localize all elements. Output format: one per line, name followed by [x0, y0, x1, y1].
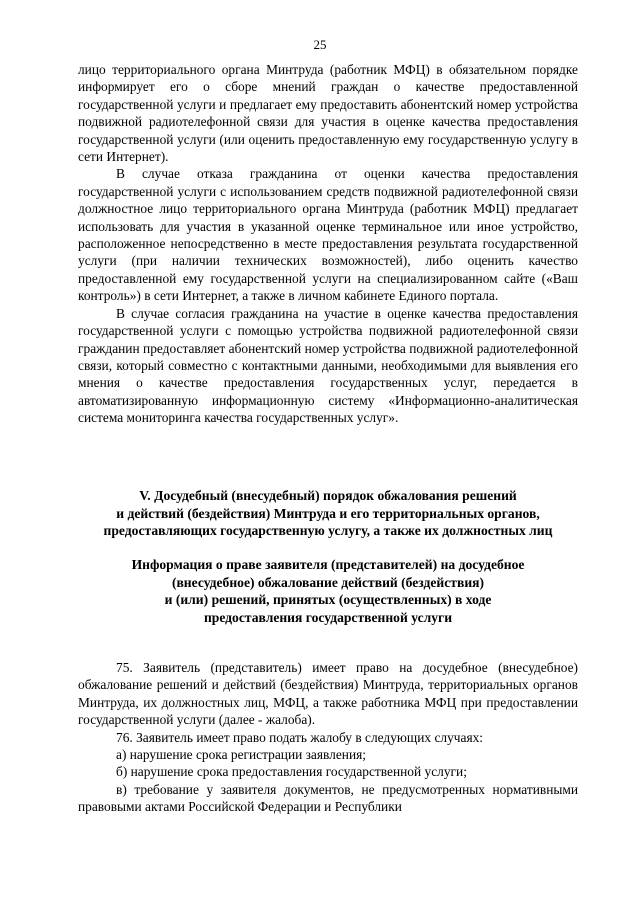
text-block-top [78, 61, 578, 427]
section-heading-line: и действий (бездействия) Минтруда и его территориальных органов, [116, 505, 540, 521]
paragraph-continuation: лицо территориального органа Минтруда (работник МФЦ) в обязательном порядке информирует его о сборе мнений граждан о качестве предоставленной государственной услуги и предлагает ему предоставить абонентский номер устройства подвижной радиотелефонной связи для участия в оценке качества предоставления государственной услуги (или оценить предоставленную ему государственную услугу в сети Интернет). [78, 62, 578, 165]
section-heading [70, 487, 586, 540]
subsection-heading-line: Информация о праве заявителя (представителей) на досудебное [131, 557, 525, 572]
section-heading-line: предоставляющих государственную услугу, а также их должностных лиц [103, 523, 553, 539]
paragraph-76: 76. Заявитель имеет право подать жалобу в следующих случаях: [116, 729, 484, 745]
subsection-heading-line: (внесудебное) обжалование действий (бездействия) [171, 574, 485, 590]
subsection-heading [70, 556, 586, 626]
subsection-heading-line: предоставления государственной услуги [203, 609, 453, 625]
list-item-a: а) нарушение срока регистрации заявления; [116, 747, 366, 763]
list-item-v: в) требование у заявителя документов, не предусмотренных нормативными правовыми актами Российской Федерации и Республики [78, 781, 578, 815]
section-heading-line: V. Досудебный (внесудебный) порядок обжалования решений [139, 488, 517, 503]
paragraph-refusal-case: В случае отказа гражданина от оценки качества предоставления государственной услуги с использованием средств подвижной радиотелефонной связи должностное лицо территориального органа Минтруда (работник МФЦ) предлагает использовать для участия в указанной оценке терминальное или иное устройство, расположенное непосредственно в месте предоставления результата государственной услуги (при наличии технических возможностей), либо оценить качество предоставленной ему государственной услуги на специализированном сайте («Ваш контроль») в сети Интернет, а также в личном кабинете Единого портала. [78, 166, 578, 304]
list-item-b: б) нарушение срока предоставления государственной услуги; [116, 764, 467, 780]
subsection-heading-line: и (или) решений, принятых (осуществленных) в ходе [164, 592, 492, 608]
page-number: 25 [313, 37, 327, 52]
text-block-bottom [78, 659, 578, 816]
paragraph-75: 75. Заявитель (представитель) имеет право на досудебное (внесудебное) обжалование решений и действий (бездействия) Минтруда, территориальных органов Минтруда, их должностных лиц, МФЦ, а также работника МФЦ при предоставлении государственной услуги (далее - жалоба). [78, 660, 578, 728]
paragraph-consent-case: В случае согласия гражданина на участие в оценке качества предоставления государственной услуги с помощью устройства подвижной радиотелефонной связи гражданин предоставляет абонентский номер устройства подвижной радиотелефонной связи, который совместно с контактными данными, необходимыми для выявления его мнения о качестве предоставления государственных услуг, передается в автоматизированную информационную систему «Информационно-аналитическая система мониторинга качества государственных услуг». [78, 305, 578, 426]
